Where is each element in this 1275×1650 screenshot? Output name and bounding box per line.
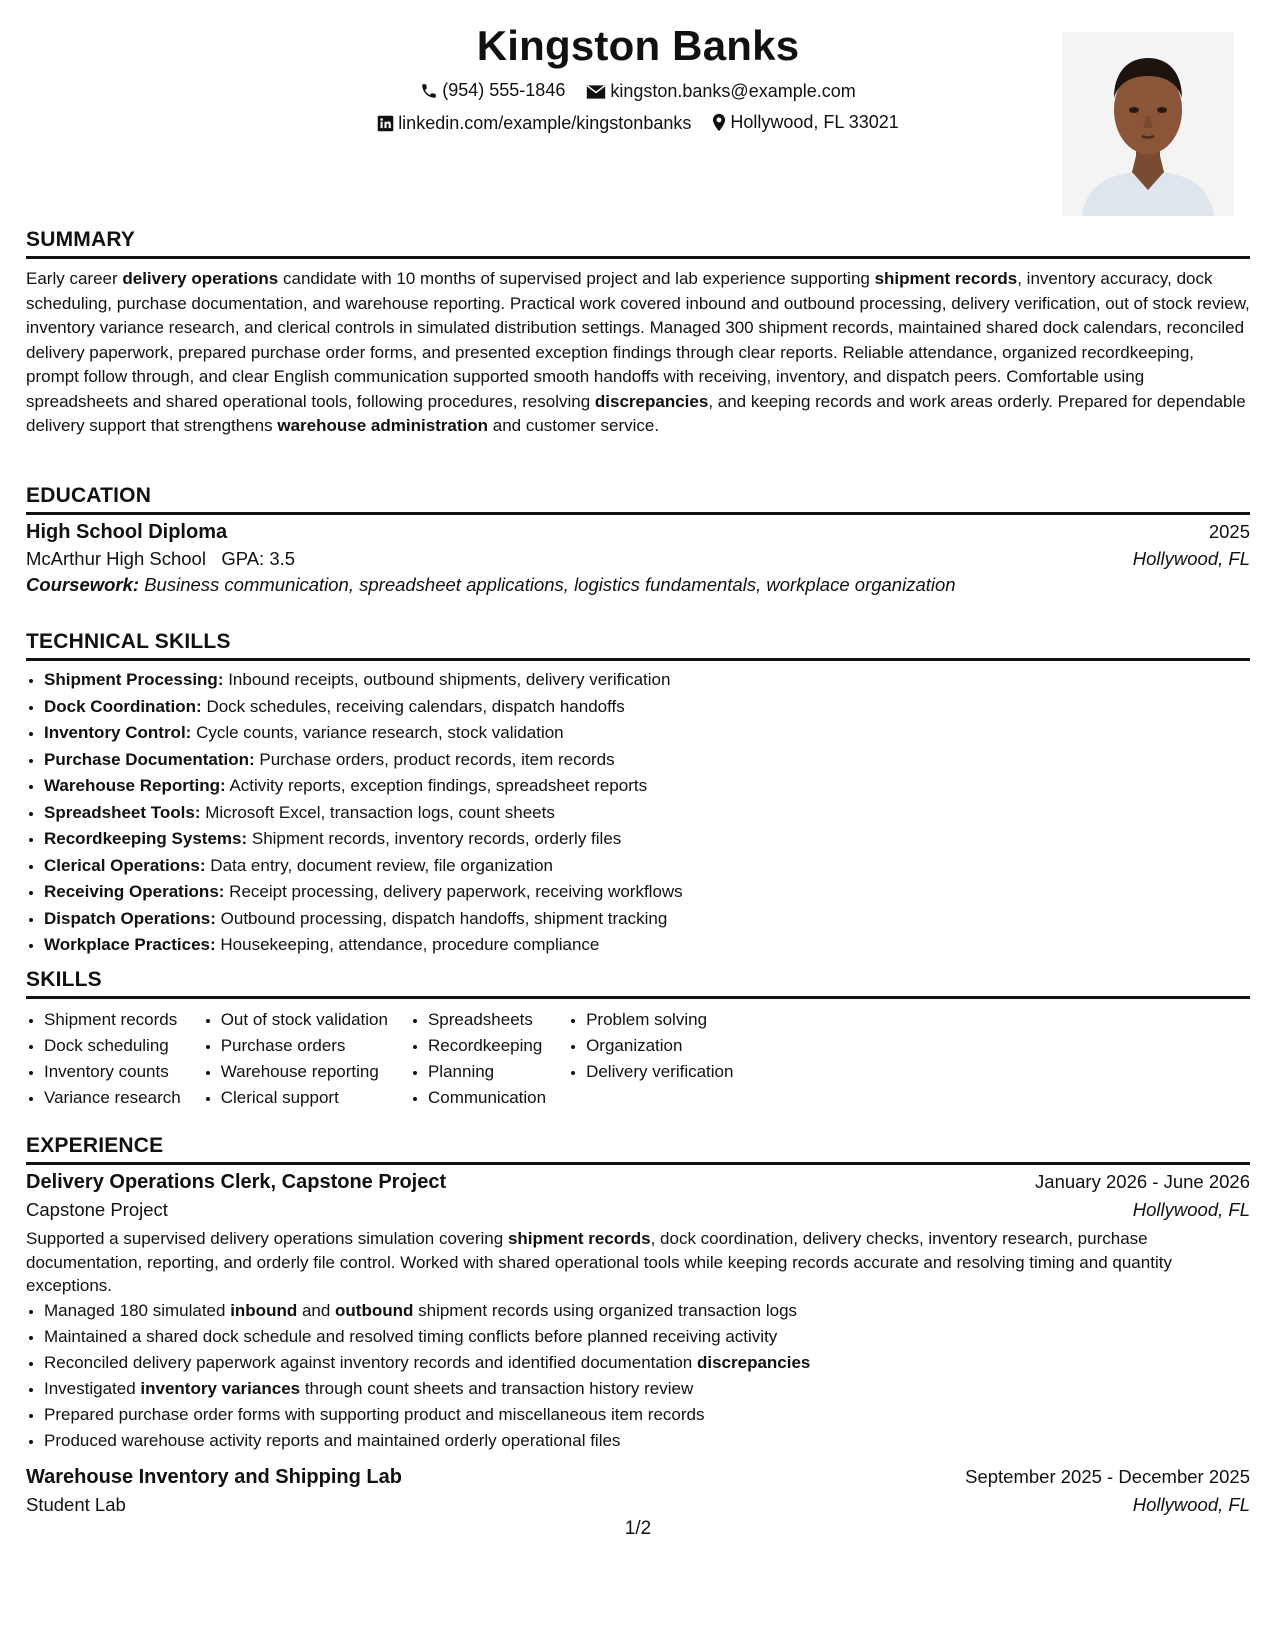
- degree: High School Diploma: [26, 521, 228, 543]
- candidate-name: Kingston Banks: [476, 22, 800, 69]
- technical-skill-text: Purchase orders, product records, item records: [254, 749, 615, 769]
- job-bullet: [44, 1350, 1250, 1376]
- summary-section: [26, 228, 1250, 439]
- technical-skill-text: Cycle counts, variance research, stock validation: [191, 723, 564, 742]
- coursework-label: Coursework:: [26, 574, 140, 595]
- bold-text: warehouse administration: [277, 416, 489, 435]
- technical-skill-item: [44, 694, 1250, 721]
- contact-location: [712, 112, 898, 133]
- resume-header: [26, 18, 1250, 218]
- experience-list: [26, 1171, 1250, 1516]
- skill-item: • Spreadsheets: [428, 1007, 546, 1033]
- skill-item: • Shipment records: [44, 1007, 181, 1033]
- skill-item: • Organization: [586, 1033, 733, 1059]
- job-bullet: [44, 1298, 1250, 1324]
- text-run: Supported a supervised delivery operations simulation covering: [26, 1229, 508, 1248]
- experience-section: [26, 1134, 1250, 1516]
- email-text: kingston.banks@example.com: [610, 81, 856, 101]
- job-bullets: [26, 1298, 1250, 1454]
- bold-text: shipment records: [507, 1229, 651, 1248]
- education-section: [26, 484, 1250, 596]
- experience-title: EXPERIENCE: [26, 1134, 1250, 1165]
- technical-skill-item: [44, 747, 1250, 774]
- experience-entry: [26, 1171, 1250, 1454]
- contact-phone[interactable]: [420, 80, 565, 101]
- technical-skill-text: Receipt processing, delivery paperwork, receiving workflows: [224, 882, 683, 901]
- technical-skill-item: [44, 667, 1250, 694]
- bold-text: delivery operations: [122, 269, 279, 288]
- skills-title: SKILLS: [26, 968, 1250, 999]
- text-run: Early career: [26, 269, 123, 288]
- text-run: through count sheets and transaction history review: [300, 1378, 694, 1398]
- text-run: and customer service.: [488, 416, 660, 435]
- skill-item: • Purchase orders: [221, 1033, 388, 1059]
- summary-text: [26, 267, 1250, 439]
- skills-column: [568, 1007, 733, 1111]
- bold-text: inbound: [230, 1300, 298, 1320]
- text-run: Maintained a shared dock schedule and resolved timing conflicts before planned receiving activity: [44, 1326, 778, 1346]
- technical-skill-label: Inventory Control:: [44, 723, 192, 742]
- skill-item: • Variance research: [44, 1085, 181, 1111]
- skills-column: [410, 1007, 546, 1111]
- job-bullet: [44, 1376, 1250, 1402]
- text-run: candidate with 10 months of supervised project and lab experience supporting: [278, 269, 875, 288]
- job-location: Hollywood, FL: [1132, 1493, 1250, 1515]
- education-title: EDUCATION: [26, 484, 1250, 515]
- text-run: , and keeping records and work areas orderly. Prepared for dependable delivery support that strengthens: [26, 391, 1246, 435]
- technical-skill-text: Dock schedules, receiving calendars, dispatch handoffs: [201, 696, 625, 716]
- skill-item: • Recordkeeping: [428, 1033, 546, 1059]
- coursework-text: Business communication, spreadsheet applications, logistics fundamentals, workplace organization: [144, 574, 956, 595]
- coursework: [26, 574, 1250, 596]
- bold-text: shipment records: [874, 269, 1018, 288]
- technical-skill-item: [44, 879, 1250, 906]
- organization: Student Lab: [26, 1493, 126, 1515]
- contact-linkedin[interactable]: [377, 113, 691, 134]
- summary-title: SUMMARY: [26, 228, 1250, 259]
- education-row-2: [26, 548, 1250, 570]
- technical-skill-text: Data entry, document review, file organization: [205, 855, 553, 875]
- technical-skill-text: Inbound receipts, outbound shipments, delivery verification: [223, 670, 671, 689]
- technical-skill-item: [44, 932, 1250, 959]
- technical-skill-item: [44, 773, 1250, 800]
- graduation-year: 2025: [1208, 521, 1250, 542]
- job-dates: September 2025 - December 2025: [965, 1465, 1250, 1487]
- technical-skill-label: Shipment Processing:: [44, 670, 224, 689]
- technical-skill-label: Recordkeeping Systems:: [44, 829, 248, 848]
- phone-text: (954) 555-1846: [442, 80, 566, 100]
- contact-email[interactable]: [586, 81, 855, 102]
- skill-item: • Planning: [428, 1059, 546, 1085]
- skill-item: • Clerical support: [221, 1085, 388, 1111]
- skill-item: • Delivery verification: [586, 1059, 733, 1085]
- text-run: Prepared purchase order forms with supporting product and miscellaneous item records: [44, 1404, 705, 1424]
- map-pin-icon: [712, 113, 726, 132]
- technical-skills-list: [26, 667, 1250, 959]
- job-location: Hollywood, FL: [1132, 1199, 1250, 1220]
- skill-item: • Dock scheduling: [44, 1033, 181, 1059]
- bold-text: inventory variances: [140, 1378, 301, 1398]
- technical-skill-text: Microsoft Excel, transaction logs, count sheets: [200, 802, 555, 822]
- technical-skill-item: [44, 853, 1250, 880]
- technical-skill-label: Warehouse Reporting:: [44, 776, 226, 795]
- technical-skill-label: Clerical Operations:: [44, 855, 206, 875]
- bold-text: discrepancies: [696, 1352, 811, 1372]
- technical-skill-label: Workplace Practices:: [44, 935, 216, 954]
- phone-icon: [420, 82, 438, 100]
- job-title: Delivery Operations Clerk, Capstone Project: [26, 1171, 447, 1193]
- job-title: Warehouse Inventory and Shipping Lab: [26, 1465, 402, 1488]
- location-text: Hollywood, FL 33021: [730, 112, 899, 132]
- envelope-icon: [586, 84, 606, 100]
- technical-skill-text: Activity reports, exception findings, spreadsheet reports: [225, 776, 648, 795]
- school-line: [26, 548, 295, 570]
- technical-skill-label: Receiving Operations:: [44, 882, 225, 901]
- skill-item: • Communication: [428, 1085, 546, 1111]
- job-bullet: [44, 1428, 1250, 1454]
- experience-entry: [26, 1466, 1250, 1516]
- linkedin-icon: [377, 115, 394, 132]
- text-run: , inventory accuracy, dock scheduling, purchase documentation, and warehouse reporting. Practical work covered inbound and outbound processing, delivery verification, out of stock review, inventory variance research, and clerical controls in simulated distribution settings. Managed 300 shipment records, maintained shared dock calendars, reconciled delivery paperwork, prepared purchase order forms, and presented exception findings through clear reports. Reliable attendance, organized recordkeeping, prompt follow through, and clear English communication supported smooth handoffs with receiving, inventory, and dispatch peers. Comfortable using spreadsheets and shared operational tools, following procedures, resolving: [26, 269, 1250, 411]
- profile-photo: [1062, 32, 1234, 216]
- text-run: , dock coordination, delivery checks, inventory research, purchase documentation, reporting, and orderly file control. Worked with shared operational tools while keeping records accurate and resolving timing and quantity exceptions.: [26, 1229, 1172, 1295]
- technical-skill-label: Dock Coordination:: [44, 696, 202, 716]
- skill-item: • Inventory counts: [44, 1059, 181, 1085]
- technical-skills-title: TECHNICAL SKILLS: [26, 630, 1250, 661]
- bold-text: outbound: [335, 1300, 414, 1320]
- linkedin-text: linkedin.com/example/kingstonbanks: [398, 113, 692, 133]
- skills-column: [203, 1007, 388, 1111]
- skill-item: • Problem solving: [586, 1007, 733, 1033]
- experience-org-row: [26, 1494, 1250, 1516]
- school-location: Hollywood, FL: [1132, 548, 1250, 569]
- technical-skill-label: Dispatch Operations:: [44, 908, 216, 928]
- text-run: Investigated: [44, 1378, 141, 1398]
- skills-section: [26, 968, 1250, 1111]
- resume-page: [26, 18, 1250, 1638]
- school-name: McArthur High School: [26, 548, 206, 569]
- experience-header-row: [26, 1171, 1250, 1194]
- bold-text: discrepancies: [594, 391, 709, 411]
- skill-item: • Out of stock validation: [221, 1007, 388, 1033]
- job-bullet: [44, 1402, 1250, 1428]
- page-number: 1/2: [624, 1518, 652, 1539]
- technical-skills-section: [26, 630, 1250, 959]
- skills-column: [26, 1007, 181, 1111]
- text-run: Produced warehouse activity reports and maintained orderly operational files: [44, 1430, 621, 1450]
- text-run: Reconciled delivery paperwork against inventory records and identified documentation: [44, 1352, 697, 1372]
- skill-item: • Warehouse reporting: [221, 1059, 388, 1085]
- job-bullet: [44, 1324, 1250, 1350]
- technical-skill-label: Spreadsheet Tools:: [44, 802, 201, 822]
- text-run: Managed 180 simulated: [44, 1300, 231, 1320]
- experience-org-row: [26, 1199, 1250, 1221]
- technical-skill-text: Housekeeping, attendance, procedure compliance: [215, 935, 600, 954]
- portrait-image: [1062, 32, 1234, 216]
- gpa: GPA: 3.5: [221, 548, 296, 569]
- organization: Capstone Project: [26, 1199, 168, 1220]
- job-description: [26, 1227, 1250, 1298]
- technical-skill-item: [44, 800, 1250, 827]
- technical-skill-item: [44, 720, 1250, 747]
- technical-skill-text: Shipment records, inventory records, orderly files: [247, 829, 622, 848]
- text-run: and: [297, 1300, 336, 1320]
- education-row-1: [26, 521, 1250, 544]
- text-run: shipment records using organized transaction logs: [413, 1300, 798, 1320]
- technical-skill-label: Purchase Documentation:: [44, 749, 255, 769]
- experience-header-row: [26, 1466, 1250, 1489]
- technical-skill-text: Outbound processing, dispatch handoffs, shipment tracking: [215, 908, 668, 928]
- skills-grid: [26, 1007, 1250, 1111]
- job-dates: January 2026 - June 2026: [1035, 1171, 1250, 1192]
- technical-skill-item: [44, 826, 1250, 853]
- technical-skill-item: [44, 906, 1250, 933]
